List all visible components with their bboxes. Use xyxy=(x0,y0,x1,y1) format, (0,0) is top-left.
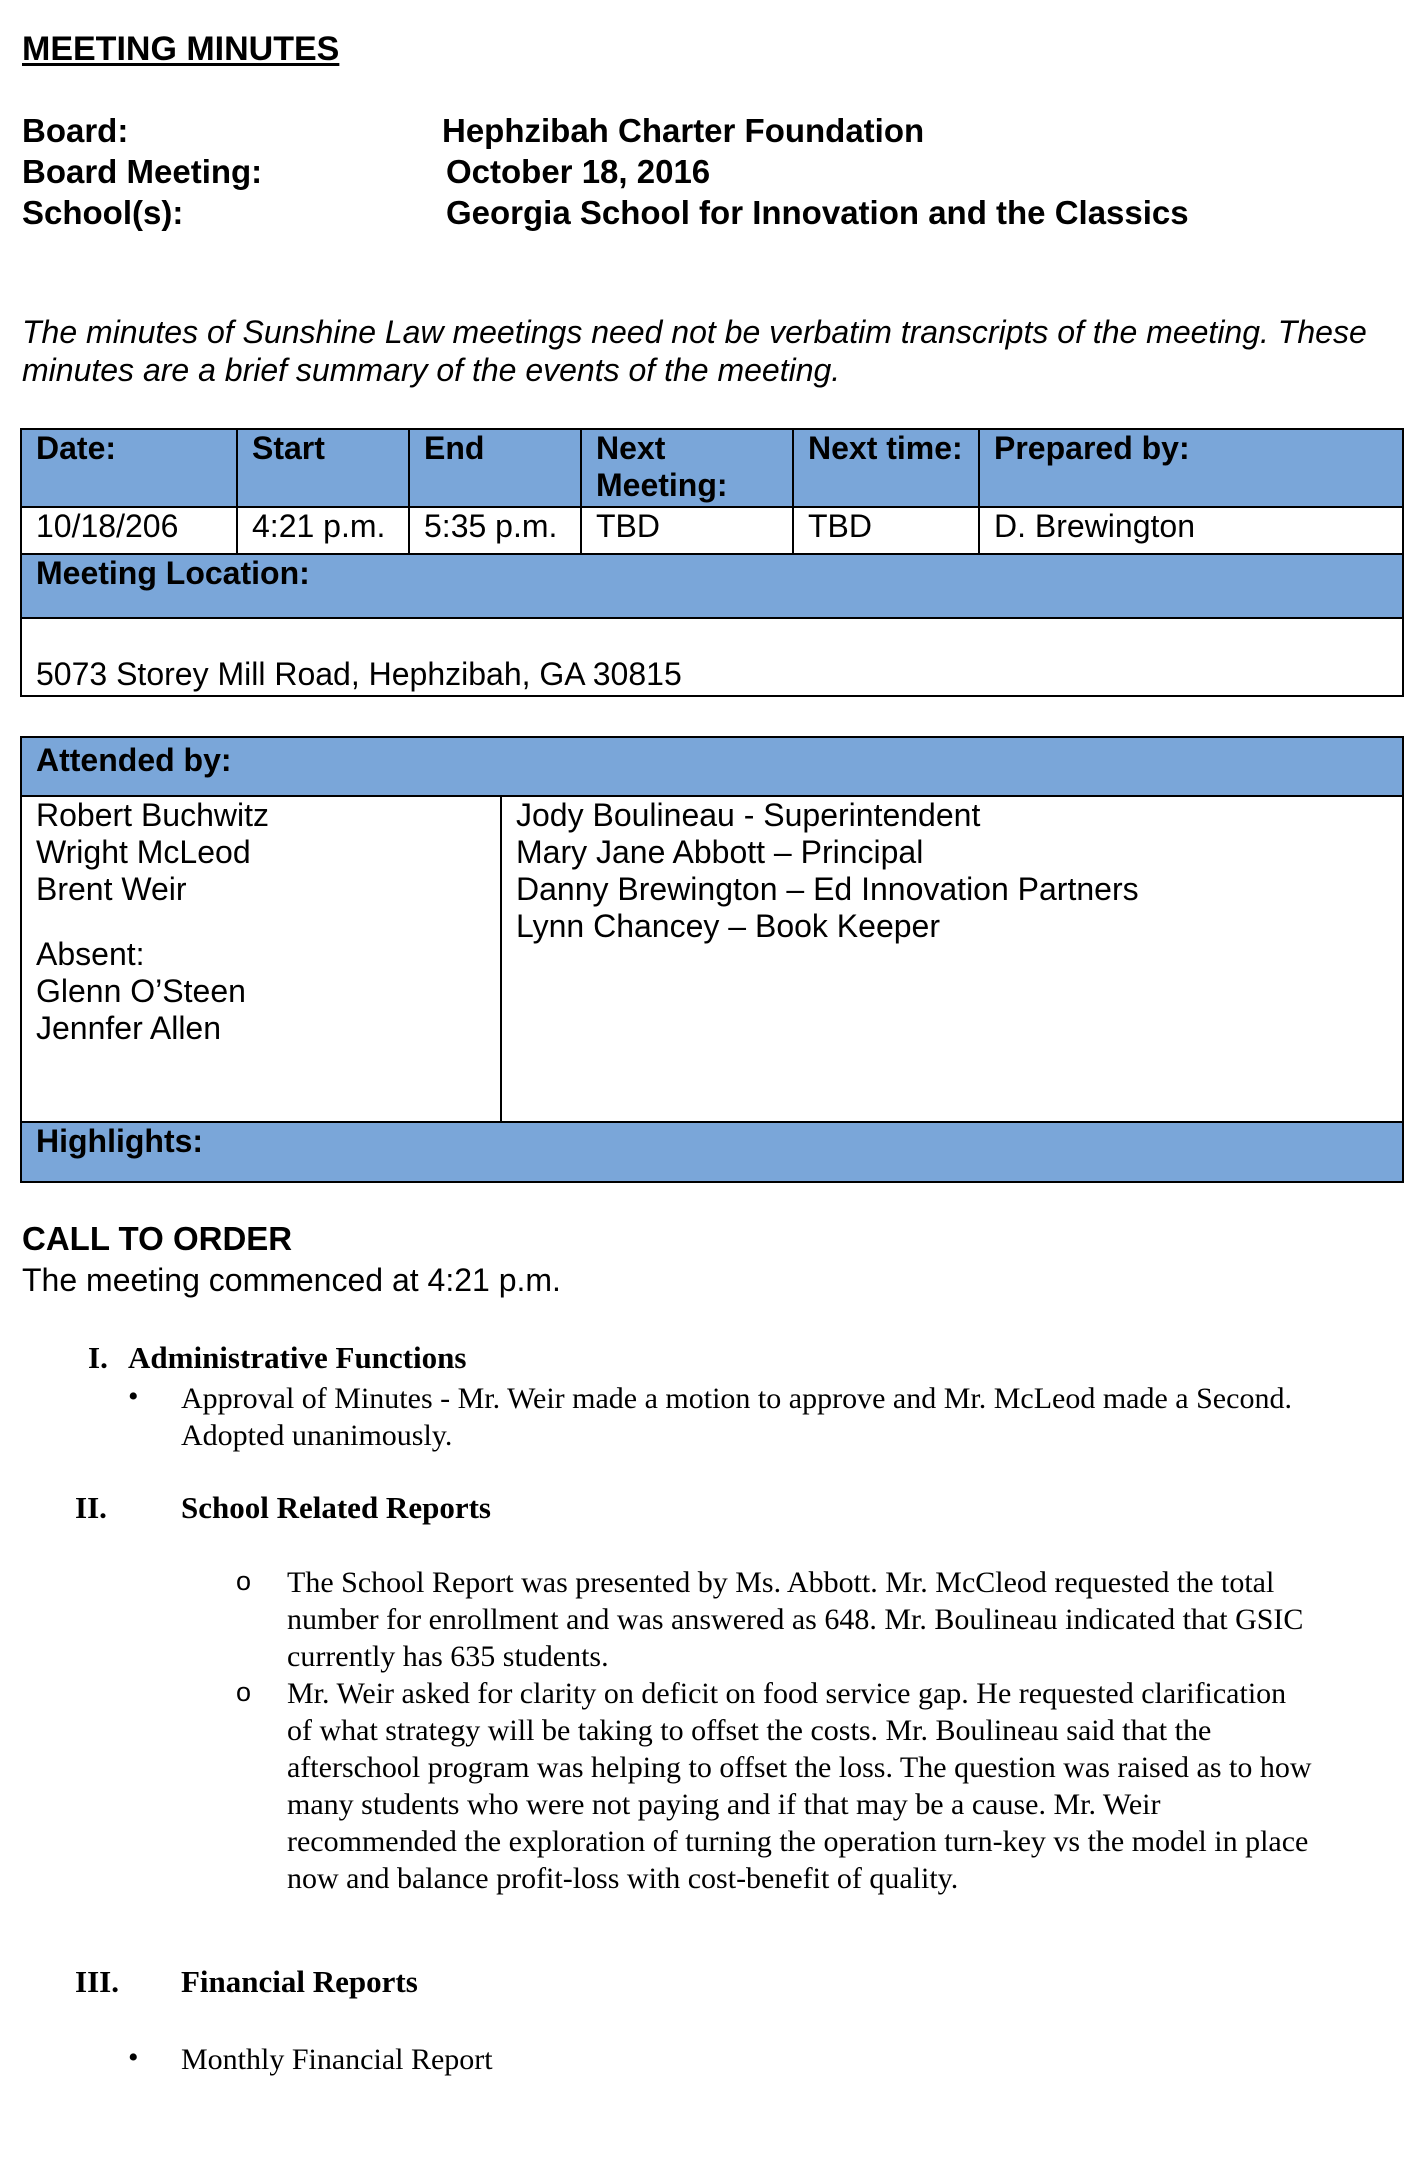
disclaimer-text: The minutes of Sunshine Law meetings need not be verbatim transcripts of the meeting. These minutes are a brief summary of the events of the meeting. xyxy=(22,314,1367,388)
board-meeting-value: October 18, 2016 xyxy=(446,153,711,190)
prepared-by-value: D. Brewington xyxy=(979,507,1403,554)
food-service-line: of what strategy will be taking to offset the costs. Mr. Boulineau said that the xyxy=(287,1714,1212,1747)
monthly-financial-report-text: Monthly Financial Report xyxy=(181,2043,493,2076)
food-service-line: many students who were not paying and if that may be a cause. Mr. Weir xyxy=(287,1788,1161,1821)
highlights-row xyxy=(21,1122,1403,1182)
end-value: 5:35 p.m. xyxy=(409,507,581,554)
food-service-line: recommended the exploration of turning the operation turn-key vs the model in place xyxy=(287,1825,1309,1858)
school-report-line: The School Report was presented by Ms. Abbott. Mr. McCleod requested the total xyxy=(287,1566,1275,1599)
food-service-line: afterschool program was helping to offset the loss. The question was raised as to how xyxy=(287,1751,1312,1784)
absent-name: Jennfer Allen xyxy=(36,1010,222,1046)
attendee-name: Wright McLeod xyxy=(36,834,251,870)
meeting-location-label: Meeting Location: xyxy=(21,554,1403,618)
highlights-label: Highlights: xyxy=(21,1122,1403,1182)
section-title-school-reports: School Related Reports xyxy=(181,1490,491,1525)
section-number: I. xyxy=(88,1340,108,1375)
approval-of-minutes-text: Approval of Minutes - Mr. Weir made a motion to approve and Mr. McLeod made a Second. xyxy=(181,1382,1292,1415)
circle-bullet-icon: o xyxy=(236,1566,252,1596)
location-value-row xyxy=(21,618,1403,696)
section-title-administrative: Administrative Functions xyxy=(128,1340,467,1375)
school-report-line: number for enrollment and was answered as 648. Mr. Boulineau indicated that GSIC xyxy=(287,1603,1304,1636)
attendance-table xyxy=(20,736,1404,1183)
attendee-name: Robert Buchwitz xyxy=(36,797,269,833)
circle-bullet-icon: o xyxy=(236,1677,252,1707)
meeting-header-row xyxy=(21,429,1403,507)
schools-value: Georgia School for Innovation and the Classics xyxy=(446,194,1189,231)
next-time-value: TBD xyxy=(793,507,979,554)
approval-of-minutes-text: Adopted unanimously. xyxy=(181,1419,453,1452)
call-to-order-text: The meeting commenced at 4:21 p.m. xyxy=(22,1262,561,1298)
attendee-name: Brent Weir xyxy=(36,871,187,907)
attendee-name: Jody Boulineau - Superintendent xyxy=(516,797,981,833)
board-label: Board: xyxy=(22,112,129,149)
attendees-row xyxy=(21,796,1403,1122)
absent-label: Absent: xyxy=(36,936,145,972)
food-service-line: now and balance profit-loss with cost-benefit of quality. xyxy=(287,1862,959,1895)
next-meeting-header: Next Meeting: xyxy=(581,429,793,507)
call-to-order-title: CALL TO ORDER xyxy=(22,1220,293,1257)
meeting-location-value: 5073 Storey Mill Road, Hephzibah, GA 30815 xyxy=(21,618,1403,696)
food-service-line: Mr. Weir asked for clarity on deficit on food service gap. He requested clarification xyxy=(287,1677,1287,1710)
board-members-cell xyxy=(21,796,501,1122)
attended-header-row xyxy=(21,737,1403,796)
other-attendees-cell xyxy=(501,796,1403,1122)
attended-by-label: Attended by: xyxy=(21,737,1403,796)
schools-label: School(s): xyxy=(22,194,184,231)
end-header: End xyxy=(409,429,581,507)
attendee-name: Mary Jane Abbott – Principal xyxy=(516,834,924,870)
section-number: III. xyxy=(75,1964,119,1999)
absent-name: Glenn O’Steen xyxy=(36,973,246,1009)
attendee-name: Lynn Chancey – Book Keeper xyxy=(516,908,940,944)
start-header: Start xyxy=(237,429,409,507)
start-value: 4:21 p.m. xyxy=(237,507,409,554)
meeting-values-row xyxy=(21,507,1403,554)
school-report-line: currently has 635 students. xyxy=(287,1640,609,1673)
prepared-by-header: Prepared by: xyxy=(979,429,1403,507)
bullet-icon: • xyxy=(128,1380,139,1413)
date-value: 10/18/206 xyxy=(21,507,237,554)
attendee-name: Danny Brewington – Ed Innovation Partners xyxy=(516,871,1139,907)
section-title-financial-reports: Financial Reports xyxy=(181,1964,418,1999)
board-value: Hephzibah Charter Foundation xyxy=(442,112,925,149)
bullet-icon: • xyxy=(128,2041,139,2074)
board-meeting-label: Board Meeting: xyxy=(22,153,263,190)
date-header: Date: xyxy=(21,429,237,507)
next-meeting-value: TBD xyxy=(581,507,793,554)
next-time-header: Next time: xyxy=(793,429,979,507)
section-number: II. xyxy=(75,1490,107,1525)
location-header-row xyxy=(21,554,1403,618)
document-title: MEETING MINUTES xyxy=(22,30,340,68)
meeting-details-table xyxy=(20,428,1404,697)
